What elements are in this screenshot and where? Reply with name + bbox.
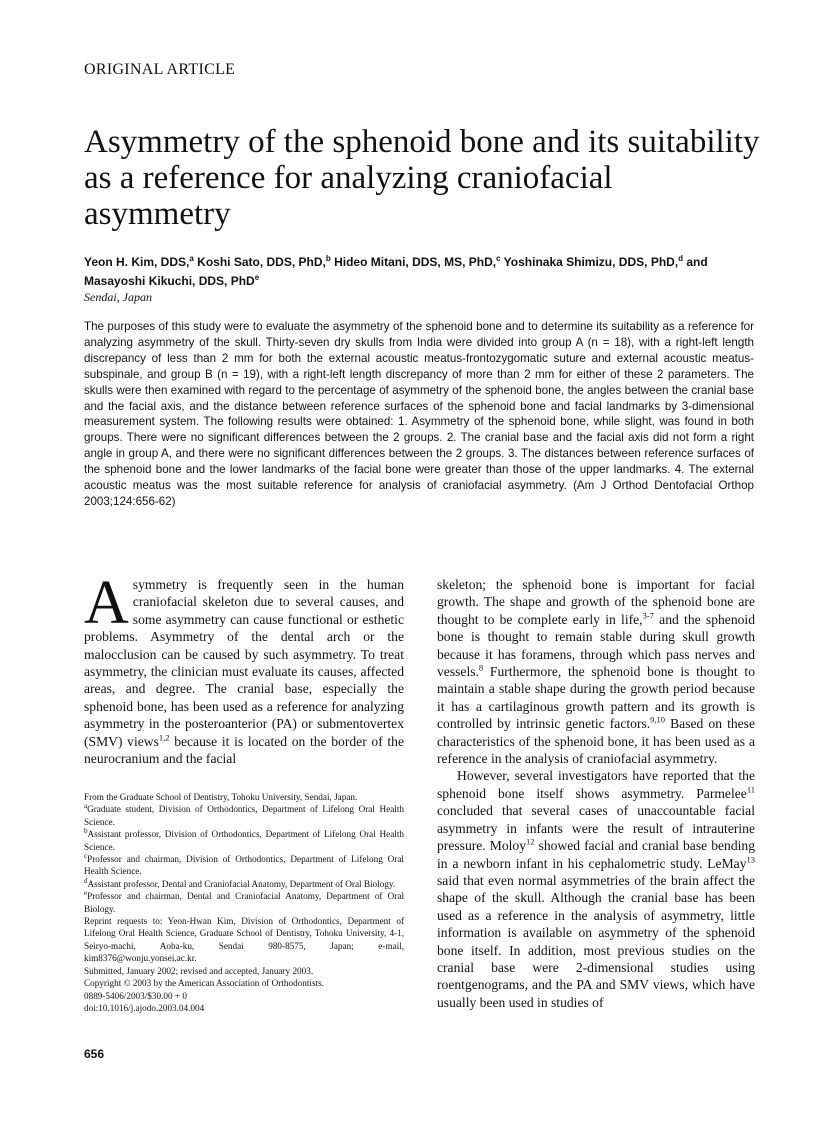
footnote-text: Professor and chairman, Division of Orthodontics, Department of Lifelong Oral Health Science. — [84, 854, 404, 877]
author-affiliation-mark: a — [189, 254, 194, 263]
citation-ref: 3-7 — [642, 610, 654, 621]
footnote-mark: a — [84, 802, 88, 811]
author-list — [84, 253, 764, 291]
page-number: 656 — [84, 1047, 105, 1061]
article-title: Asymmetry of the sphenoid bone and its suitability as a reference for analyzing craniofacial asymmetry — [84, 124, 760, 232]
footnote — [84, 890, 404, 915]
footnote-text: Reprint requests to: Yeon-Hwan Kim, Division of Orthodontics, Department of Lifelong Oral Health Science, Graduate School of Dentistry, Tohoku University, 4-1, Seiryo-machi, Aoba-ku, Sendai 980-8575, Japan; e-mail, kim8376@wonju.yonsei.ac.kr. — [84, 916, 404, 964]
text-run: skeleton; the sphenoid bone is important for facial growth. The shape and growth of the sphenoid bone are thought to be complete early in life, — [437, 577, 755, 627]
author-name: Hideo Mitani, DDS, MS, PhD, — [334, 255, 497, 269]
footnote — [84, 1002, 404, 1014]
footnote-mark: c — [84, 851, 88, 860]
footnote-text: doi:10.1016/j.ajodo.2003.04.004 — [84, 1002, 205, 1013]
body-column-right — [437, 576, 755, 1011]
author-affiliation-mark: b — [325, 254, 331, 263]
author-affiliation-mark: d — [678, 254, 684, 263]
abstract: The purposes of this study were to evaluate the asymmetry of the sphenoid bone and to determine its suitability as a reference for analyzing asymmetry of the skull. Thirty-seven dry skulls from India were divided into group A (n = 18), with a right-left length discrepancy of less than 2 mm for both the external acoustic meatus-frontozygomatic suture and external acoustic meatus-subspinale, and group B (n = 19), with a right-left length discrepancy of more than 2 mm for either of these 2 parameters. The skulls were then examined with regard to the percentage of asymmetry of the sphenoid bone, the angles between the cranial base and the facial axis, and the distance between reference surfaces of the sphenoid bone and facial landmarks by 3-dimensional measurement system. The following results were obtained: 1. Asymmetry of the sphenoid bone, while slight, was found in both groups. There were no significant differences between the 2 groups. 2. The cranial base and the facial axis did not form a right angle in group A, and there were no significant differences between the 2 groups. 3. The distances between reference surfaces of the sphenoid bone and the lower landmarks of the facial bone were greater than those of the upper landmarks. 4. The external acoustic meatus was the most suitable reference for analysis of craniofacial asymmetry. (Am J Orthod Dentofacial Orthop 2003;124:656-62) — [84, 320, 754, 508]
footnote — [84, 878, 404, 890]
footnote — [84, 990, 404, 1002]
footnote — [84, 803, 404, 828]
citation-ref: 9,10 — [650, 714, 666, 725]
section-label: ORIGINAL ARTICLE — [84, 61, 236, 78]
text-run: concluded that several cases of unaccountable facial asymmetry in infants were the result of intrauterine pressure. Moloy — [437, 803, 755, 854]
citation-ref: 13 — [746, 853, 755, 864]
footnote-text: 0889-5406/2003/$30.00 + 0 — [84, 990, 187, 1001]
body-paragraph-1 — [84, 569, 404, 767]
footnote-text: From the Graduate School of Dentistry, Tohoku University, Sendai, Japan. — [84, 792, 358, 802]
author-affiliation-mark: c — [496, 254, 501, 263]
author-name: Yoshinaka Shimizu, DDS, PhD, — [503, 255, 679, 269]
footnote — [84, 791, 404, 803]
text-run: Furthermore, the sphenoid bone is thought to maintain a stable shape during the growth period because it has a cartilaginous growth pattern and its growth is controlled by intrinsic genetic factors. — [437, 664, 755, 732]
footnote-text: Submitted, January 2002; revised and accepted, January 2003. — [84, 965, 314, 976]
text-run: symmetry is frequently seen in the human craniofacial skeleton due to several causes, and some asymmetry can cause functional or esthetic problems. Asymmetry of the dental arch or the malocclusion can be caused by such asymmetry. To treat asymmetry, the clinician must evaluate its causes, affected areas, and degree. The cranial base, especially the sphenoid bone, has been used as a reference for analyzing asymmetry in the posteroanterior (PA) or submentovertex (SMV) views — [84, 577, 404, 749]
footnote-text: Assistant professor, Dental and Craniofacial Anatomy, Department of Oral Biology. — [87, 878, 396, 889]
body-paragraph-2 — [437, 767, 755, 1011]
author-name: Koshi Sato, DDS, PhD, — [197, 255, 326, 269]
text-run: Based on these characteristics of the sphenoid bone, it has been used as a reference in the analysis of craniofacial asymmetry. — [437, 716, 755, 767]
footnote — [84, 915, 404, 965]
citation-ref: 1,2 — [158, 732, 170, 743]
footnote — [84, 977, 404, 989]
text-run: However, several investigators have reported that the sphenoid bone itself shows asymmetry. Parmelee — [437, 768, 755, 801]
text-run: said that even normal asymmetries of the brain affect the shape of the skull. Although the cranial base has been used as a reference in the analysis of asymmetry, little information is available on asymmetry of the sphenoid bone itself. In addition, most previous studies on the cranial base were 2-dimensional studies using roentgenograms, and the PA and SMV views, which have usually been used in studies of — [437, 872, 755, 1010]
footnote-text: Assistant professor, Division of Orthodontics, Department of Lifelong Oral Health Science. — [84, 829, 404, 852]
citation-ref: 12 — [526, 836, 535, 847]
text-run: showed facial and cranial base bending in a newborn infant in his cephalometric study. LeMay — [437, 838, 755, 871]
text-run: because it is located on the border of the neurocranium and the facial — [84, 733, 404, 767]
body-paragraph-1-continued — [437, 576, 755, 767]
author-name: Masayoshi Kikuchi, DDS, PhD — [84, 274, 255, 288]
footnotes — [84, 791, 404, 1014]
author-affiliation-mark: e — [254, 273, 260, 282]
author-name: Yeon H. Kim, DDS, — [84, 255, 190, 269]
body-column-left — [84, 569, 404, 767]
footnote-mark: b — [84, 827, 88, 836]
footnote — [84, 853, 404, 878]
footnote-text: Professor and chairman, Dental and Craniofacial Anatomy, Department of Oral Biology. — [84, 891, 404, 914]
citation-ref: 8 — [478, 662, 484, 673]
footnote — [84, 828, 404, 853]
citation-ref: 11 — [746, 784, 755, 795]
footnote-mark: e — [84, 889, 88, 898]
footnote-text: Copyright © 2003 by the American Association of Orthodontists. — [84, 978, 324, 989]
author-separator: and — [683, 255, 708, 269]
footnote-mark: d — [84, 876, 88, 885]
author-location: Sendai, Japan — [84, 290, 152, 304]
text-run: and the sphenoid bone is thought to remain stable during skull growth because it has foramens, through which pass nerves and vessels. — [437, 611, 755, 680]
footnote-text: Graduate student, Division of Orthodontics, Department of Lifelong Oral Health Science. — [84, 804, 404, 827]
footnote — [84, 965, 404, 977]
drop-cap: A — [84, 569, 129, 637]
